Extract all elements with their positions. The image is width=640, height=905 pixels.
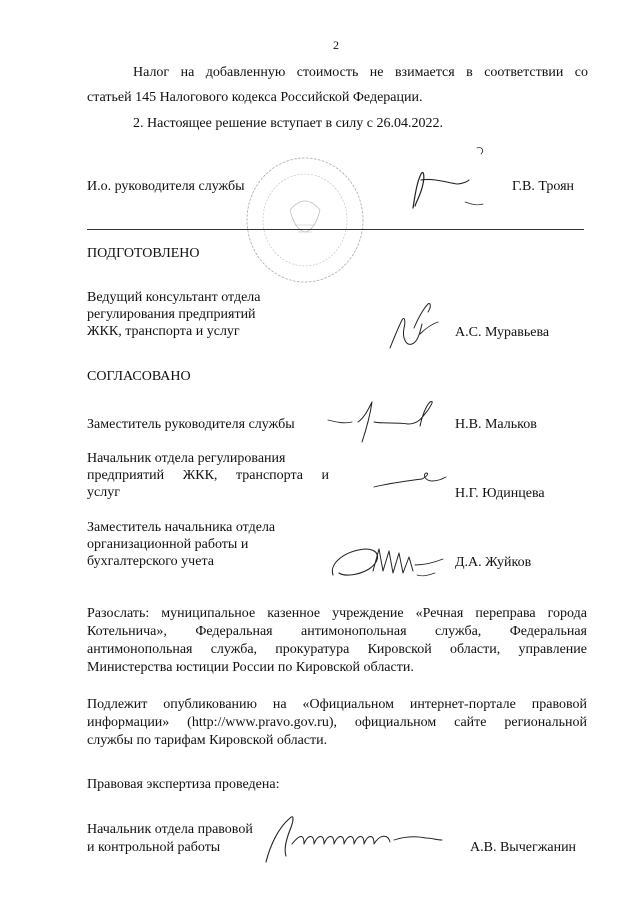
deputy-name: Н.В. Мальков [455,417,537,432]
page-number: 2 [333,38,339,52]
legal-name: А.В. Вычегжанин [470,840,577,855]
chief-title-line2: предприятий ЖКК, транспорта и [87,468,329,483]
vat-paragraph-line1: Налог на добавленную стоимость не взимается в соответствии со [133,65,588,80]
distribution-line1: Разослать: муниципальное казенное учреждение «Речная переправа города [87,606,587,621]
deputy-signature [322,392,452,452]
prepared-heading: ПОДГОТОВЛЕНО [87,246,200,261]
publication-line1: Подлежит опубликованию на «Официальном интернет-портале правовой [87,697,587,712]
agreed-heading: СОГЛАСОВАНО [87,369,191,384]
head-name: Г.В. Троян [512,179,575,194]
prepared-title-line1: Ведущий консультант отдела [87,290,261,305]
divider-line [87,229,584,230]
chief-title-line3: услуг [87,485,120,500]
publication-line3: службы по тарифам Кировской области. [87,733,328,748]
legal-review-heading: Правовая экспертиза проведена: [87,777,280,792]
deputy-chief-name: Д.А. Жуйков [455,555,532,570]
chief-signature [370,465,450,495]
chief-name: Н.Г. Юдинцева [455,486,545,501]
deputy-chief-signature [325,535,450,587]
legal-title-line2: и контрольной работы [87,840,221,855]
deputy-chief-title-line1: Заместитель начальника отдела [87,520,276,535]
official-stamp [240,150,370,290]
prepared-title-line2: регулирования предприятий [87,307,256,322]
deputy-chief-title-line3: бухгалтерского учета [87,554,214,569]
head-signature [395,140,495,225]
distribution-line3: антимонопольная служба, прокуратура Кировской области, управление [87,642,587,657]
head-title: И.о. руководителя службы [87,179,245,194]
deputy-chief-title-line2: организационной работы и [87,537,249,552]
publication-line2: информации» (http://www.pravo.gov.ru), официальном сайте региональной [87,715,587,730]
legal-signature [256,806,456,868]
distribution-line2: Котельнича», Федеральная антимонопольная служба, Федеральная [87,624,587,639]
effective-date-paragraph: 2. Настоящее решение вступает в силу с 26.04.2022. [133,116,443,131]
prepared-title-line3: ЖКК, транспорта и услуг [87,324,240,339]
deputy-title: Заместитель руководителя службы [87,417,295,432]
prepared-signature [380,298,450,358]
vat-paragraph-line2: статьей 145 Налогового кодекса Российской Федерации. [87,90,423,105]
chief-title-line1: Начальник отдела регулирования [87,451,286,466]
legal-title-line1: Начальник отдела правовой [87,822,253,837]
prepared-name: А.С. Муравьева [455,325,550,340]
distribution-line4: Министерства юстиции России по Кировской области. [87,660,414,675]
